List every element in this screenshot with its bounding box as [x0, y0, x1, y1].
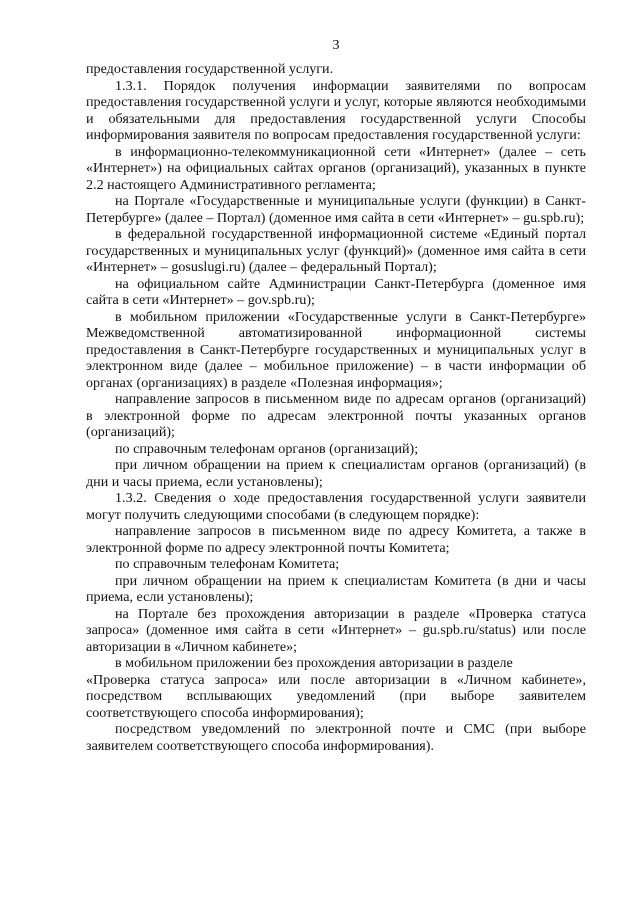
document-body [86, 61, 586, 754]
paragraph: направление запросов в письменном виде по адресам органов (организаций) в электронной форме по адресам электронной почты указанных органов (организаций); [86, 391, 586, 440]
paragraph: 1.3.1. Порядок получения информации заявителями по вопросам предоставления государственной услуги и услуг, которые являются необходимыми и обязательными для предоставления государственной услуги Способы информирования заявителя по вопросам предоставления государственной услуги: [86, 77, 586, 143]
paragraph: на Портале «Государственные и муниципальные услуги (функции) в Санкт-Петербурге» (далее – Портал) (доменное имя сайта в сети «Интернет» – gu.spb.ru); [86, 193, 586, 226]
paragraph: по справочным телефонам Комитета; [115, 556, 340, 572]
paragraph: при личном обращении на прием к специалистам органов (организаций) (в дни и часы приема, если установлены); [86, 457, 586, 490]
paragraph: предоставления государственной услуги. [86, 61, 334, 77]
paragraph: посредством уведомлений по электронной почте и СМС (при выборе заявителем соответствующего способа информирования). [86, 721, 586, 754]
paragraph: в мобильном приложении «Государственные услуги в Санкт-Петербурге» Межведомственной автоматизированной информационной системы предоставления в Санкт-Петербурге государственных и муниципальных услуг в электронном виде (далее – мобильное приложение) – в части информации об органах (организациях) в разделе «Полезная информация»; [86, 308, 586, 391]
paragraph: в мобильном приложении без прохождения авторизации в разделе [115, 655, 513, 671]
paragraph: 1.3.2. Сведения о ходе предоставления государственной услуги заявители могут получить следующими способами (в следующем порядке): [86, 490, 586, 523]
paragraph: в федеральной государственной информационной системе «Единый портал государственных и муниципальных услуг (функций)» (доменное имя сайта в сети «Интернет» – gosuslugi.ru) (далее – федеральный Портал); [86, 226, 586, 275]
paragraph: по справочным телефонам органов (организаций); [115, 440, 419, 457]
paragraph: направление запросов в письменном виде по адресу Комитета, а также в электронной форме по адресу электронной почты Комитета; [86, 523, 586, 556]
paragraph: на Портале без прохождения авторизации в разделе «Проверка статуса запроса» (доменное имя сайта в сети «Интернет» – gu.spb.ru/status) или после авторизации в «Личном кабинете»; [86, 605, 586, 655]
page-number: 3 [332, 38, 340, 53]
paragraph: при личном обращении на прием к специалистам Комитета (в дни и часы приема, если установлены); [86, 572, 586, 605]
paragraph: на официальном сайте Администрации Санкт-Петербурга (доменное имя сайта в сети «Интернет» – gov.spb.ru); [86, 275, 586, 308]
paragraph: «Проверка статуса запроса» или после авторизации в «Личном кабинете», посредством всплывающих уведомлений (при выборе заявителем соответствующего способа информирования); [86, 671, 586, 721]
paragraph: в информационно-телекоммуникационной сети «Интернет» (далее – сеть «Интернет») на официальных сайтах органов (организаций), указанных в пункте 2.2 настоящего Административного регламента; [86, 143, 586, 193]
